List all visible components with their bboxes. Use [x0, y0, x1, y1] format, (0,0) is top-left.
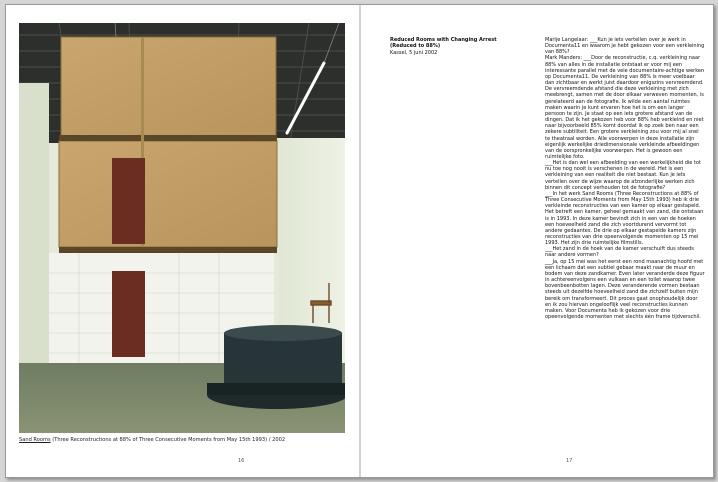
caption-work-title: Sand Rooms — [19, 437, 51, 443]
paragraph-question-2: ___Het is dan wel een afbeelding van een werkelijkheid die tot nu toe nog nooit is verschenen in de wereld. Het is een verkleining van een realiteit die niet bestaat. Kun je iets vertellen over de wijze waarop de afzonderlijke werken zich binnen dit concept verhouden tot de fotografie? — [545, 160, 701, 191]
book-spread — [5, 4, 714, 478]
work-title-line2: (Reduced to 88%) — [390, 43, 441, 50]
paragraph-answer-1: Mark Manders: ___Door de reconstructie, c.q. verkleining naar 88% van alles in de installatie ontstaat er voor mij een interessante parallel met de vele documentaire-achtige werken op Documenta11. De verkleining van 88% is meer voelbaar dan zichtbaar en werkt juist daardoor enigszins vervreemdend. De vervreemdende afstand die deze verkleining met zich meebrengt, samen met de door elkaar verweven momenten, is gerelateerd aan de fotografie. Ik wilde een aantal ruimtes maken waarin je kunt ervaren hoe het is om een langer persoon te zijn. Je staat op een iets grotere afstand van de dingen. Dat ik het gekozen heb voor 88% heb verkleind en niet naar bijvoorbeeld 85% komt doordat ik op zoek ben naar een zekere subtiliteit. Een grotere verkleining zou voor mij al snel te theatraal worden. Alle voorwerpen in deze installatie zijn eigenlijk werkelijke driedimensionale verkleinde afbeeldingen van de oorspronkelijke voorwerpen. Het is gewoon een ruimtelijke foto. — [545, 55, 705, 160]
page-number-left: 16 — [238, 458, 245, 464]
paragraph-answer-2: ___In het werk Sand Rooms (Three Reconstructions at 88% of Three Consecutive Moments from May 15th 1993) heb ik drie verkleinde reconstructies van een kamer op elkaar gestapeld. Het betreft een kamer, geheel gemaakt van zand, die ontstaan is in 1993. In deze kamer bevindt zich in een van de hoeken een hoeveelheid zand die zich voortdurend vervormt tot andere gedaantes. De drie op elkaar gestapelde kamers zijn reconstructies van drie opeenvolgende momenten op 15 mei 1993. Het zijn drie ruimtelijke filmstills. — [545, 190, 704, 247]
page-gutter — [359, 5, 361, 477]
interview-text-column — [545, 37, 705, 320]
installation-photo — [19, 23, 345, 433]
installation-photo-graphic — [19, 23, 345, 433]
paragraph-question-3: ___Het zand in de hoek van de kamer verschuift dus steeds naar andere vormen? — [545, 246, 694, 259]
work-title-line1: Reduced Rooms with Changing Arrest — [390, 37, 497, 43]
paragraph-answer-3: ___Ja, op 15 mei was het eerst een rond maanachtig hoofd met een lichaam dat een subtiel gebaar maakt naar de muur en bodem van deze zandkamer. Even later veranderde deze figuur in achtereenvolgens een vulkaan en een toilet waarop twee bovenbeenbotten lagen. Deze veranderende vormen bestaan steeds uit dezelfde hoeveelheid zand die zichzelf buiten mijn bereik om transformeert. Dit proces gaat onophoudelijk door en ik zou hiervan ongelooflijk veel reconstructies kunnen maken. Voor Documenta heb ik gekozen voor drie opeenvolgende momenten met slechts één frame tijdverschil. — [545, 258, 705, 321]
page-number-right: 17 — [566, 458, 573, 464]
interview-title-block — [390, 37, 530, 56]
place-date: Kassel, 5 juni 2002 — [390, 49, 438, 56]
paragraph-question-1: Marije Langelaar: ___Kun je iets vertellen over je werk in Documenta11 en waarom je hebt gekozen voor een verkleining van 88%? — [545, 37, 705, 56]
caption-details: (Three Reconstructions at 88% of Three Consecutive Moments from May 15th 1993) / 2002 — [50, 437, 286, 443]
photo-caption — [19, 437, 349, 443]
